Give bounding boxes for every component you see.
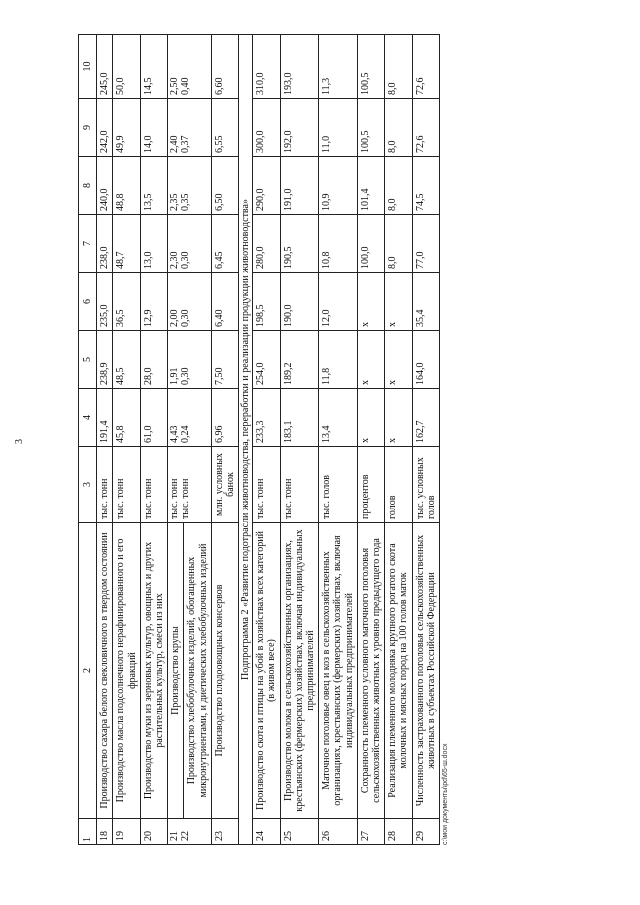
column-number: 3 xyxy=(79,447,97,523)
table-row xyxy=(385,35,412,845)
table-row-merged xyxy=(168,35,212,845)
column-number: 7 xyxy=(79,215,97,273)
row-value: 191,4 xyxy=(97,389,113,447)
column-number: 6 xyxy=(79,273,97,331)
row-value-21: 2,35 xyxy=(169,193,181,211)
table-row xyxy=(280,35,319,845)
row-value: 233,3 xyxy=(253,389,280,447)
row-value: 10,9 xyxy=(319,157,358,215)
row-id: 18 xyxy=(97,819,113,845)
row-value: 8,0 xyxy=(385,99,412,157)
row-value xyxy=(168,157,212,215)
row-name: Производство сахара белого свекловичного в твердом состоянии xyxy=(97,523,113,819)
row-value: 11,0 xyxy=(319,99,358,157)
table-row xyxy=(319,35,358,845)
row-value: 190,5 xyxy=(280,215,319,273)
row-value-22: 0,37 xyxy=(180,135,192,153)
row-value-22: 0,40 xyxy=(180,77,192,95)
row-value: 35,4 xyxy=(412,273,439,331)
row-value: 8,0 xyxy=(385,215,412,273)
row-value: 74,5 xyxy=(412,157,439,215)
row-unit-21: тыс. тонн xyxy=(169,478,181,519)
row-value xyxy=(168,35,212,99)
split-name-inner xyxy=(168,523,211,818)
row-value: x xyxy=(357,331,384,389)
footer-file-path: c:\мои документы\рd\65-ш.docx xyxy=(441,743,449,845)
rotated-table-container xyxy=(78,35,618,845)
row-value: 254,0 xyxy=(253,331,280,389)
table-row xyxy=(211,35,238,845)
row-value: 6,55 xyxy=(211,99,238,157)
row-value-21: 2,50 xyxy=(169,77,181,95)
row-value: 12,9 xyxy=(140,273,167,331)
row-value: x xyxy=(357,273,384,331)
row-value: 10,8 xyxy=(319,215,358,273)
row-value: 6,40 xyxy=(211,273,238,331)
column-number: 9 xyxy=(79,99,97,157)
row-value: 101,4 xyxy=(357,157,384,215)
column-number: 8 xyxy=(79,157,97,215)
row-id: 26 xyxy=(319,819,358,845)
column-number: 4 xyxy=(79,389,97,447)
row-id: 20 xyxy=(140,819,167,845)
row-value: 164,0 xyxy=(412,331,439,389)
row-id: 28 xyxy=(385,819,412,845)
row-value: 310,0 xyxy=(253,35,280,99)
row-name-split xyxy=(168,523,212,819)
row-value: 290,0 xyxy=(253,157,280,215)
row-value: 280,0 xyxy=(253,215,280,273)
row-value: 48,8 xyxy=(113,157,140,215)
row-id-22: 22 xyxy=(180,831,192,841)
row-unit: тыс. тонн xyxy=(140,447,167,523)
row-name: Производство масла подсолнечного нерафинированного и его фракций xyxy=(113,523,140,819)
row-value: 45,8 xyxy=(113,389,140,447)
row-value: 100,5 xyxy=(357,99,384,157)
table-row xyxy=(357,35,384,845)
row-name: Производство молока в сельскохозяйственных организациях, крестьянских (фермерских) хозяйствах, включая индивидуальных предпринимателей xyxy=(280,523,319,819)
row-value-21: 2,40 xyxy=(169,135,181,153)
row-value-21: 4,43 xyxy=(169,425,181,443)
row-value: 242,0 xyxy=(97,99,113,157)
row-value: 183,1 xyxy=(280,389,319,447)
row-value: x xyxy=(385,273,412,331)
row-value: 7,50 xyxy=(211,331,238,389)
row-value xyxy=(168,331,212,389)
row-value-22: 0,30 xyxy=(180,309,192,327)
row-value-21: 2,30 xyxy=(169,251,181,269)
column-number-row xyxy=(79,35,97,845)
row-name-22: Производство хлебобулочных изделий, обогащенных микронутриентами, и диетических хлебобулочных изделий xyxy=(183,523,210,818)
row-value: 189,2 xyxy=(280,331,319,389)
row-value: 14,5 xyxy=(140,35,167,99)
row-unit: тыс. условных голов xyxy=(412,447,439,523)
row-id: 24 xyxy=(253,819,280,845)
row-value: 77,0 xyxy=(412,215,439,273)
row-value: 190,0 xyxy=(280,273,319,331)
row-value: 198,5 xyxy=(253,273,280,331)
row-name: Сохранность племенного условного маточного поголовья сельскохозяйственных животных к уровню предыдущего года xyxy=(357,523,384,819)
row-value: x xyxy=(385,389,412,447)
row-value xyxy=(168,99,212,157)
row-name: Производство плодоовощных консервов xyxy=(211,523,238,819)
subprogram-row xyxy=(239,35,253,845)
row-name: Производство скота и птицы на убой в хозяйствах всех категорий (в живом весе) xyxy=(253,523,280,819)
table-row xyxy=(412,35,439,845)
row-unit xyxy=(168,447,212,523)
subprogram-title: Подпрограмма 2 «Развитие подотрасли животноводства, переработки и реализации продукции животноводства» xyxy=(239,35,253,845)
row-value: 11,3 xyxy=(319,35,358,99)
row-id: 23 xyxy=(211,819,238,845)
row-value: 193,0 xyxy=(280,35,319,99)
row-value-21: 1,91 xyxy=(169,367,181,385)
row-value: 6,45 xyxy=(211,215,238,273)
row-value: 162,7 xyxy=(412,389,439,447)
row-value-22: 0,24 xyxy=(180,425,192,443)
row-value: 100,0 xyxy=(357,215,384,273)
row-value: 245,0 xyxy=(97,35,113,99)
row-unit: процентов xyxy=(357,447,384,523)
row-value-22: 0,30 xyxy=(180,251,192,269)
row-unit: голов xyxy=(385,447,412,523)
row-value: 14,0 xyxy=(140,99,167,157)
row-value xyxy=(168,389,212,447)
table-row xyxy=(113,35,140,845)
table-row xyxy=(140,35,167,845)
row-value xyxy=(168,215,212,273)
indicators-table xyxy=(78,34,440,845)
row-unit-22: тыс. тонн xyxy=(180,478,192,519)
row-value-21: 2,00 xyxy=(169,309,181,327)
row-value: 13,4 xyxy=(319,389,358,447)
row-value: 192,0 xyxy=(280,99,319,157)
row-value: 8,0 xyxy=(385,157,412,215)
row-value: x xyxy=(357,389,384,447)
row-id xyxy=(168,819,212,845)
row-id: 19 xyxy=(113,819,140,845)
row-unit: тыс. голов xyxy=(319,447,358,523)
column-number: 10 xyxy=(79,35,97,99)
row-value: 13,5 xyxy=(140,157,167,215)
column-number: 2 xyxy=(79,523,97,819)
row-name: Реализация племенного молодняка крупного рогатого скота молочных и мясных пород на 100 голов маток xyxy=(385,523,412,819)
row-value: 36,5 xyxy=(113,273,140,331)
row-value: 72,6 xyxy=(412,99,439,157)
table-row xyxy=(253,35,280,845)
row-value: 235,0 xyxy=(97,273,113,331)
row-value: 50,0 xyxy=(113,35,140,99)
row-value: 238,9 xyxy=(97,331,113,389)
row-value: x xyxy=(385,331,412,389)
row-id: 25 xyxy=(280,819,319,845)
row-unit: тыс. тонн xyxy=(97,447,113,523)
row-value: 61,0 xyxy=(140,389,167,447)
page-number: 3 xyxy=(14,439,25,444)
row-value: 300,0 xyxy=(253,99,280,157)
row-value: 11,8 xyxy=(319,331,358,389)
row-value xyxy=(168,273,212,331)
column-number: 5 xyxy=(79,331,97,389)
row-value: 238,0 xyxy=(97,215,113,273)
row-name: Маточное поголовье овец и коз в сельскохозяйственных организациях, крестьянских (фермерских) хозяйствах, включая индивидуальных предпринимателей xyxy=(319,523,358,819)
row-name: Производство муки из зерновых культур, овощных и других растительных культур, смеси из них xyxy=(140,523,167,819)
row-id: 29 xyxy=(412,819,439,845)
row-value: 72,6 xyxy=(412,35,439,99)
row-value: 240,0 xyxy=(97,157,113,215)
row-value: 191,0 xyxy=(280,157,319,215)
row-value: 6,60 xyxy=(211,35,238,99)
row-value: 48,5 xyxy=(113,331,140,389)
row-value: 49,9 xyxy=(113,99,140,157)
row-value: 28,0 xyxy=(140,331,167,389)
row-unit: тыс. тонн xyxy=(253,447,280,523)
row-name: Численность застрахованного поголовья сельскохозяйственных животных в субъектах Российской Федерации xyxy=(412,523,439,819)
row-value: 13,0 xyxy=(140,215,167,273)
row-unit: тыс. тонн xyxy=(280,447,319,523)
row-value-22: 0,30 xyxy=(180,367,192,385)
row-unit: тыс. тонн xyxy=(113,447,140,523)
row-value: 8,0 xyxy=(385,35,412,99)
row-name-21: Производство крупы xyxy=(170,626,182,715)
row-value: 6,96 xyxy=(211,389,238,447)
row-id: 27 xyxy=(357,819,384,845)
row-value: 48,7 xyxy=(113,215,140,273)
row-value: 6,50 xyxy=(211,157,238,215)
table-row xyxy=(97,35,113,845)
row-unit: млн. условных банок xyxy=(211,447,238,523)
row-value: 100,5 xyxy=(357,35,384,99)
row-value: 12,0 xyxy=(319,273,358,331)
column-number: 1 xyxy=(79,819,97,845)
row-value-22: 0,35 xyxy=(180,193,192,211)
row-id-21: 21 xyxy=(169,831,181,841)
